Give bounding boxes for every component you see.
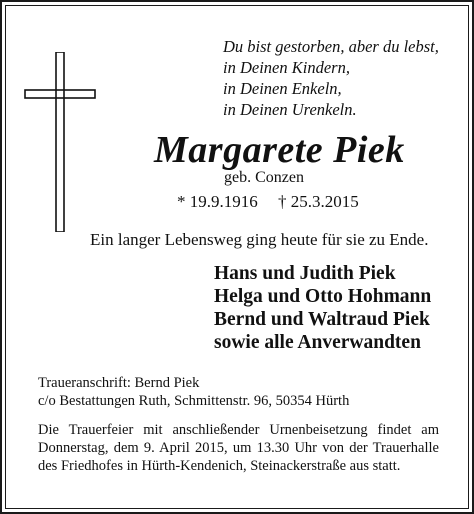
deceased-name: Margarete Piek [154,129,405,171]
tribute-line: Ein langer Lebensweg ging heute für sie zu Ende. [90,230,429,249]
mourner-line: Bernd und Waltraud Piek [214,309,430,330]
mourner-line: Hans und Judith Piek [214,263,396,284]
address-line: c/o Bestattungen Ruth, Schmittenstr. 96, 50354 Hürth [38,393,350,409]
latin-cross-icon [24,52,96,232]
maiden-name: geb. Conzen [224,169,304,186]
death-date: † 25.3.2015 [278,192,359,211]
birth-date: * 19.9.1916 [177,192,258,211]
poem-line: in Deinen Enkeln, [223,79,342,98]
poem-line: in Deinen Kindern, [223,58,350,77]
poem [223,36,439,120]
mourning-address [38,374,349,410]
service-details: Die Trauerfeier mit anschließender Urnenbeisetzung findet am Donnerstag, dem 9. April 2015, um 13.30 Uhr von der Trauerhalle des Friedhofes in Hürth-Kendenich, Steinackerstraße aus statt. [38,422,439,474]
mourner-line: sowie alle Anverwandten [214,332,421,353]
mourners-list [214,262,431,354]
poem-line: Du bist gestorben, aber du lebst, [223,37,439,56]
poem-line: in Deinen Urenkeln. [223,100,357,119]
mourner-line: Helga und Otto Hohmann [214,286,432,307]
address-line: Traueranschrift: Bernd Piek [38,375,200,391]
